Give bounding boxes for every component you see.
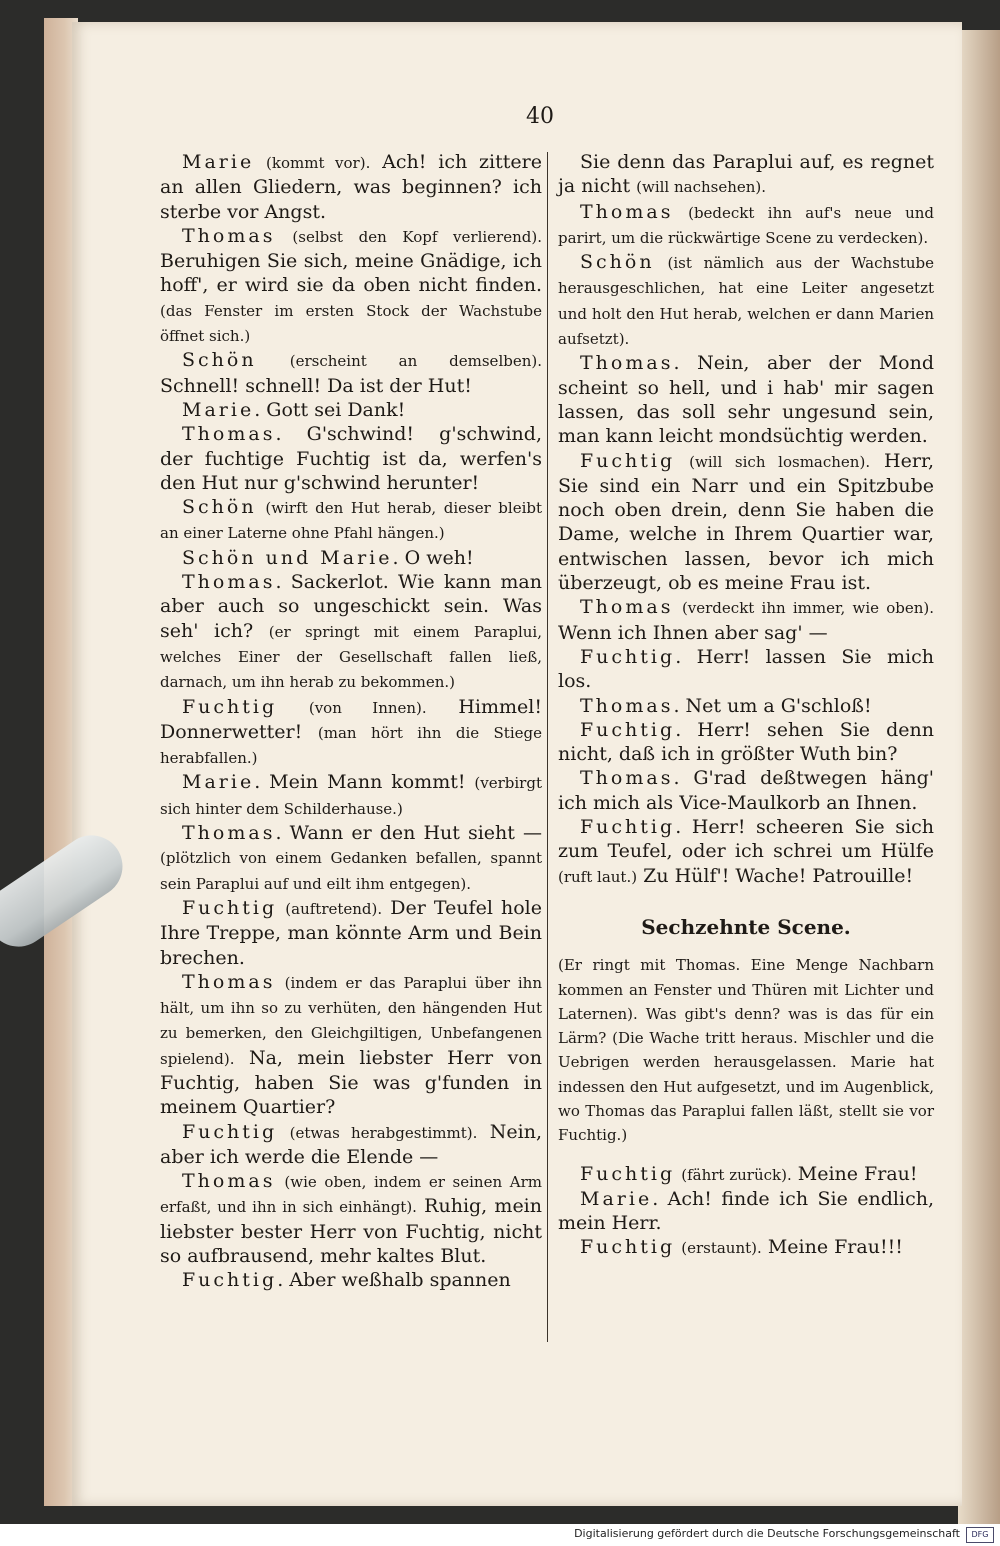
dialogue-paragraph: [558, 1162, 934, 1187]
speaker-punct: .: [275, 571, 291, 594]
speaker-name: Thomas: [580, 694, 674, 717]
dialogue-text: Herr! sehen Sie denn nicht, daß ich in größter Wuth bin?: [558, 718, 934, 766]
dialogue-paragraph: [558, 351, 934, 448]
speaker-name: Fuchtig: [580, 1162, 676, 1185]
speaker-punct: .: [275, 423, 307, 446]
dialogue-paragraph: [558, 718, 934, 767]
speaker-name: Thomas: [182, 423, 276, 446]
dialogue-text: Sackerlot. Wie kann man aber auch so ungeschickt sein. Was seh' ich?: [160, 571, 542, 642]
dialogue-paragraph: [160, 770, 542, 821]
speaker-punct: .: [254, 771, 270, 794]
speaker-name: Schön und Marie: [182, 546, 393, 569]
speaker-name: Thomas: [182, 970, 276, 993]
dialogue-text: Ach! ich zittere an allen Gliedern, was beginnen? ich sterbe vor Angst.: [160, 151, 542, 223]
speaker-name: Thomas: [182, 1170, 276, 1193]
dialogue-paragraph: [558, 250, 934, 351]
dialogue-paragraph: [558, 815, 934, 889]
dialogue-paragraph: [558, 766, 934, 815]
dialogue-text: Sie denn das Paraplui auf, es regnet ja nicht: [558, 151, 934, 198]
dialogue-paragraph: [160, 1169, 542, 1268]
dialogue-text: Nein, aber der Mond scheint so hell, und i hab' mir sagen lassen, das soll sehr ungesund sein, man kann leicht mondsüchtig werden.: [558, 352, 934, 448]
dialogue-paragraph: [558, 449, 934, 596]
speaker-name: Marie: [182, 151, 255, 173]
speaker-name: Fuchtig: [580, 718, 676, 741]
scene-heading: Sechzehnte Scene.: [641, 914, 851, 939]
dialogue-text: Der Teufel hole Ihre Treppe, man könnte Arm und Bein brechen.: [160, 896, 542, 969]
speaker-name: Fuchtig: [182, 695, 278, 718]
stage-direction: (er springt mit einem Paraplui, welches Einer der Gesellschaft fallen ließ, darnach, um ihn herab zu bekommen.): [160, 622, 542, 692]
stage-direction: (ruft laut.): [558, 867, 638, 886]
dfg-logo: DFG: [966, 1527, 994, 1543]
scene-dialogue: [558, 1162, 934, 1261]
dialogue-paragraph: [160, 348, 542, 398]
speaker-name: Fuchtig: [580, 1236, 676, 1259]
stage-direction: (verdeckt ihn immer, wie oben).: [681, 599, 934, 618]
dialogue-paragraph: [160, 546, 542, 570]
stage-direction: (ist nämlich aus der Wachstube herausgeschlichen, hat eine Leiter angesetzt und holt den Hut herab, welchen er dann Marien aufsetzt).: [558, 254, 934, 349]
stage-direction: (verbirgt sich hinter dem Schilderhause.): [160, 774, 542, 818]
speaker-punct: .: [675, 816, 692, 839]
dialogue-text: O weh!: [404, 546, 474, 569]
dialogue-paragraph: [558, 694, 934, 718]
speaker-punct: .: [392, 546, 405, 569]
stage-direction: (will sich losmachen).: [689, 452, 871, 471]
speaker-name: Fuchtig: [580, 645, 676, 668]
dialogue-paragraph: [558, 1235, 934, 1260]
dialogue-text: Aber weßhalb spannen: [289, 1269, 511, 1292]
speaker-name: Thomas: [580, 767, 674, 790]
dialogue-paragraph: [160, 422, 542, 495]
speaker-name: Fuchtig: [182, 1120, 278, 1143]
speaker-punct: [275, 971, 284, 993]
right-column: [558, 150, 934, 1261]
speaker-punct: [655, 251, 668, 273]
speaker-name: Schön: [580, 251, 655, 274]
speaker-punct: .: [275, 822, 290, 845]
dialogue-paragraph: [558, 595, 934, 645]
dialogue-paragraph: [160, 1268, 542, 1292]
speaker-name: Fuchtig: [182, 896, 278, 919]
column-divider: [547, 152, 548, 1342]
speaker-name: Thomas: [182, 224, 276, 247]
stage-direction: (indem er das Paraplui über ihn hält, um ihn so zu verhüten, den hängenden Hut zu bemerken, den Gleichgiltigen, Unbefangenen spielend).: [160, 973, 542, 1068]
dialogue-paragraph: [558, 1187, 934, 1236]
dialogue-text: Herr! scheeren Sie sich zum Teufel, oder ich schrei um Hülfe: [558, 816, 934, 863]
dialogue-text: Gott sei Dank!: [266, 398, 406, 421]
dialogue-text: Zu Hülf'! Wache! Patrouille!: [637, 864, 914, 887]
dialogue-text: Meine Frau!!!: [761, 1236, 903, 1259]
speaker-punct: [675, 450, 689, 472]
page-edge-right: [958, 30, 1000, 1524]
stage-direction: (etwas herabgestimmt).: [289, 1123, 478, 1142]
speaker-punct: .: [277, 1269, 290, 1292]
stage-direction: (man hört ihn die Stiege herabfallen.): [160, 723, 542, 768]
speaker-punct: .: [673, 352, 698, 375]
dialogue-paragraph: [160, 224, 542, 348]
speaker-name: Thomas: [182, 822, 276, 845]
speaker-name: Marie: [182, 398, 255, 421]
stage-direction: (will nachsehen).: [636, 178, 767, 197]
dialogue-text: Wann er den Hut sieht —: [289, 822, 542, 845]
dialogue-paragraph: [160, 1120, 542, 1170]
dialogue-text: Herr! lassen Sie mich los.: [558, 645, 934, 693]
dialogue-paragraph: [558, 200, 934, 251]
dialogue-text: Ach! finde ich Sie endlich, mein Herr.: [558, 1187, 934, 1235]
stage-direction: (das Fenster im ersten Stock der Wachstube öffnet sich.): [160, 301, 542, 346]
dialogue-text: Mein Mann kommt!: [269, 771, 475, 794]
speaker-punct: [673, 596, 681, 618]
dialogue-text: Wenn ich Ihnen aber sag' —: [558, 621, 828, 644]
dialogue-text: Net um a G'schloß!: [685, 694, 872, 717]
stage-direction: (erscheint an demselben).: [289, 352, 542, 371]
speaker-punct: .: [673, 694, 686, 717]
speaker-name: Fuchtig: [182, 1269, 278, 1292]
speaker-name: Fuchtig: [580, 816, 676, 839]
speaker-punct: .: [254, 398, 267, 421]
dialogue-paragraph: [558, 150, 934, 200]
speaker-punct: [257, 349, 290, 371]
dialogue-paragraph: [160, 150, 542, 224]
dialogue-paragraph: [160, 970, 542, 1120]
dialogue-text: Ruhig, mein liebster bester Herr von Fuchtig, nicht so aufbrausend, mehr kaltes Blut.: [160, 1195, 542, 1268]
dialogue-paragraph: [160, 570, 542, 694]
left-column: [160, 150, 542, 1293]
speaker-punct: [254, 151, 266, 173]
stage-direction: (plötzlich von einem Gedanken befallen, spannt sein Paraplui auf und eilt ihm entgegen).: [160, 849, 542, 893]
dialogue-text: G'rad deßtwegen häng' ich mich als Vice-Maulkorb an Ihnen.: [558, 767, 934, 814]
speaker-name: Schön: [182, 349, 257, 372]
dialogue-text: Beruhigen Sie sich, meine Gnädige, ich hoff', er wird sie da oben nicht finden.: [160, 250, 542, 297]
stage-direction: (kommt vor).: [266, 154, 371, 172]
speaker-punct: [277, 1121, 289, 1143]
stage-direction: (selbst den Kopf verlierend).: [292, 227, 542, 246]
speaker-name: Thomas: [580, 596, 674, 619]
speaker-name: Schön: [182, 496, 257, 519]
speaker-punct: [275, 225, 292, 247]
dialogue-text: Nein, aber ich werde die Elende —: [160, 1120, 543, 1168]
speaker-punct: .: [675, 645, 697, 668]
speaker-name: Fuchtig: [580, 449, 676, 472]
scene-stage-direction: (Er ringt mit Thomas. Eine Menge Nachbarn kommen an Fenster und Thüren mit Lichter und Laternen). Was gibt's denn? was is das für ein Lärm? (Die Wache tritt heraus. Mischler und die Uebrigen werden herausgelassen. Marie hat indessen den Hut aufgesetzt, und im Augenblick, wo Thomas das Paraplui fallen läßt, stellt sie vor Fuchtig.): [558, 956, 934, 1145]
dialogue-paragraph: [160, 398, 542, 422]
speaker-punct: .: [673, 767, 694, 790]
footer-credit: Digitalisierung gefördert durch die Deutsche Forschungsgemeinschaft: [574, 1527, 960, 1540]
speaker-name: Thomas: [182, 571, 276, 594]
speaker-punct: .: [675, 718, 698, 741]
speaker-punct: [277, 696, 309, 718]
speaker-punct: [673, 201, 688, 223]
stage-direction: (auftretend).: [285, 899, 383, 918]
page-number: 40: [526, 104, 554, 129]
dialogue-paragraph: [160, 695, 542, 771]
stage-direction: (bedeckt ihn auf's neue und parirt, um die rückwärtige Scene zu verdecken).: [558, 203, 934, 247]
dialogue-text: Meine Frau!: [791, 1162, 918, 1185]
stage-direction: (wirft den Hut herab, dieser bleibt an einer Laterne ohne Pfahl hängen.): [160, 499, 543, 543]
dialogue-paragraph: [160, 896, 542, 970]
speaker-name: Thomas: [580, 200, 674, 223]
speaker-name: Thomas: [580, 352, 674, 375]
speaker-name: Marie: [580, 1187, 653, 1210]
stage-direction: (wie oben, indem er seinen Arm erfaßt, und ihn in sich einhängt).: [160, 1173, 542, 1217]
dialogue-text: Na, mein liebster Herr von Fuchtig, haben Sie was g'funden in meinem Quartier?: [160, 1046, 542, 1119]
dialogue-text: Himmel! Donnerwetter!: [160, 695, 542, 743]
dialogue-paragraph: [160, 495, 542, 546]
stage-direction: (von Innen).: [308, 698, 427, 717]
dialogue-text: Herr, Sie sind ein Narr und ein Spitzbube noch oben drein, denn Sie haben die Dame, welche in Ihrem Quartier war, entwischen lassen, bevor ich mich überzeugt, ob es meine Frau ist.: [558, 449, 934, 595]
dialogue-text: G'schwind! g'schwind, der fuchtige Fuchtig ist da, werfen's den Hut nur g'schwind herunter!: [160, 423, 542, 494]
dialogue-text: Schnell! schnell! Da ist der Hut!: [160, 374, 472, 397]
speaker-name: Marie: [182, 771, 255, 794]
dialogue-paragraph: [558, 645, 934, 694]
speaker-punct: .: [652, 1187, 668, 1210]
stage-direction: (erstaunt).: [681, 1239, 762, 1258]
stage-direction: (fährt zurück).: [681, 1165, 792, 1184]
dialogue-paragraph: [160, 821, 542, 896]
